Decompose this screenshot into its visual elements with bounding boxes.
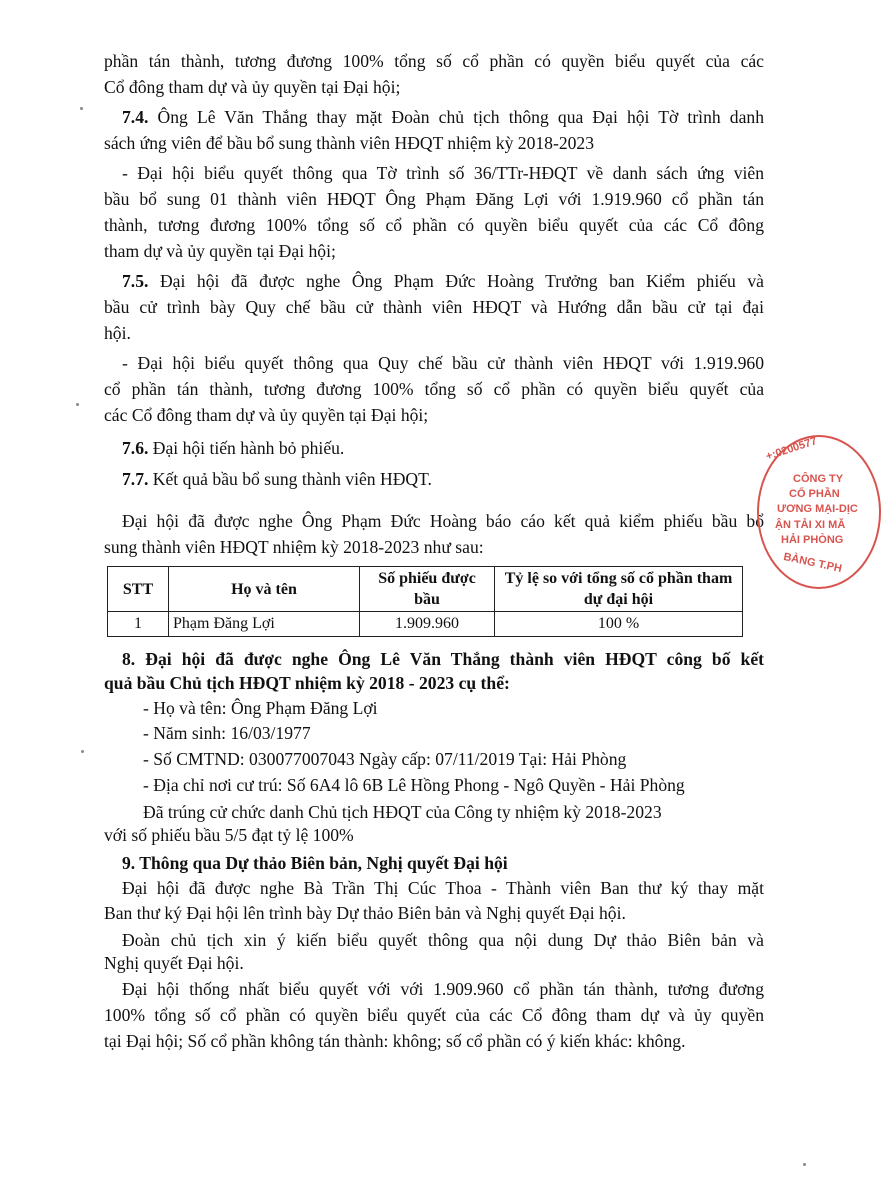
section-number: 7.5. (122, 271, 149, 291)
section-7-5 (122, 268, 764, 294)
paragraph-line: Đại hội đã được nghe Bà Trần Thị Cúc Thoa - Thành viên Ban thư ký thay mặt (122, 878, 764, 898)
column-header-ratio: Tỷ lệ so với tổng số cổ phần tham dự đại hội (495, 567, 743, 612)
paragraph-line: Cổ đông tham dự và ủy quyền tại Đại hội; (104, 77, 401, 97)
detail-id: - Số CMTND: 030077007043 Ngày cấp: 07/11/2019 Tại: Hải Phòng (143, 749, 627, 769)
paragraph-line: Nghị quyết Đại hội. (104, 953, 244, 973)
paragraph-line: Đoàn chủ tịch xin ý kiến biểu quyết thông qua nội dung Dự thảo Biên bản và (122, 930, 764, 950)
paragraph-line: với số phiếu bầu 5/5 đạt tỷ lệ 100% (104, 825, 354, 845)
column-header-votes: Số phiếu được bầu (360, 567, 495, 612)
paragraph-line: sách ứng viên để bầu bổ sung thành viên HĐQT nhiệm kỳ 2018-2023 (104, 133, 595, 153)
section-8-heading-cont: quả bầu Chủ tịch HĐQT nhiệm kỳ 2018 - 2023 cụ thể: (104, 673, 510, 693)
cell-ratio: 100 % (495, 612, 743, 637)
seal-text: HẢI PHÒNG (781, 534, 844, 546)
election-results-table (107, 566, 743, 637)
paragraph-line: - Đại hội biểu quyết thông qua Tờ trình số 36/TTr-HĐQT về danh sách ứng viên (122, 163, 764, 183)
detail-birth: - Năm sinh: 16/03/1977 (143, 723, 311, 743)
section-text: Kết quả bầu bổ sung thành viên HĐQT. (148, 469, 432, 489)
section-number: 7.4. (122, 107, 149, 127)
paragraph-line: sung thành viên HĐQT nhiệm kỳ 2018-2023 như sau: (104, 537, 484, 557)
scan-speck (76, 403, 79, 406)
detail-name: - Họ và tên: Ông Phạm Đăng Lợi (143, 698, 378, 718)
section-number: 7.6. (122, 438, 149, 458)
section-number: 7.7. (122, 469, 149, 489)
table-row (108, 612, 743, 637)
seal-text: BÀNG T.PH (782, 550, 843, 576)
cell-stt: 1 (108, 612, 169, 637)
scan-speck (80, 107, 83, 110)
paragraph-line: tại Đại hội; Số cổ phần không tán thành: không; số cổ phần có ý kiến khác: không. (104, 1031, 686, 1051)
seal-text: ƯƠNG MẠI-DỊC (777, 503, 858, 515)
section-7-7 (122, 466, 764, 492)
paragraph-line: hội. (104, 323, 131, 343)
paragraph-line: phần tán thành, tương đương 100% tổng số cổ phần có quyền biểu quyết của các (104, 51, 764, 71)
paragraph-line: Đại hội thống nhất biểu quyết với với 1.909.960 cổ phần tán thành, tương đương (122, 979, 764, 999)
detail-address: - Địa chỉ nơi cư trú: Số 6A4 lô 6B Lê Hồng Phong - Ngô Quyền - Hải Phòng (143, 775, 685, 795)
section-8-heading: 8. Đại hội đã được nghe Ông Lê Văn Thắng thành viên HĐQT công bố kết (122, 649, 764, 669)
seal-text: ẬN TẢI XI MĂ (775, 519, 846, 531)
column-header-name: Họ và tên (169, 567, 360, 612)
cell-votes: 1.909.960 (360, 612, 495, 637)
section-text: Ông Lê Văn Thắng thay mặt Đoàn chủ tịch thông qua Đại hội Tờ trình danh (148, 107, 764, 127)
paragraph-line: thành, tương đương 100% tổng số cổ phần có quyền biểu quyết của các Cổ đông (104, 215, 764, 235)
paragraph-line: tham dự và ủy quyền tại Đại hội; (104, 241, 336, 261)
section-text: Đại hội đã được nghe Ông Phạm Đức Hoàng Trưởng ban Kiểm phiếu và (148, 271, 764, 291)
paragraph-line: - Đại hội biểu quyết thông qua Quy chế bầu cử thành viên HĐQT với 1.919.960 (122, 353, 764, 373)
scan-speck (81, 750, 84, 753)
paragraph-line: 100% tổng số cổ phần có quyền biểu quyết của các Cổ đông tham dự và ủy quyền (104, 1005, 764, 1025)
seal-text: CỔ PHẦN (789, 488, 840, 500)
paragraph-line: cổ phần tán thành, tương đương 100% tổng số cổ phần có quyền biểu quyết của (104, 379, 764, 399)
paragraph-line: các Cổ đông tham dự và ủy quyền tại Đại hội; (104, 405, 429, 425)
cell-name: Phạm Đăng Lợi (169, 612, 360, 637)
paragraph-line: bầu cử trình bày Quy chế bầu cử thành viên HĐQT và Hướng dẫn bầu cử tại đại (104, 297, 764, 317)
table-header-row (108, 567, 743, 612)
company-seal-stamp (757, 435, 881, 589)
column-header-stt: STT (108, 567, 169, 612)
scan-speck (803, 1163, 806, 1166)
section-text: Đại hội tiến hành bỏ phiếu. (148, 438, 345, 458)
paragraph-line: Đã trúng cử chức danh Chủ tịch HĐQT của Công ty nhiệm kỳ 2018-2023 (143, 802, 662, 822)
seal-code: +:0200577 (764, 435, 819, 463)
paragraph-line: Đại hội đã được nghe Ông Phạm Đức Hoàng báo cáo kết quả kiểm phiếu bầu bổ (122, 511, 764, 531)
seal-text: CÔNG TY (793, 473, 844, 485)
section-9-heading: 9. Thông qua Dự thảo Biên bản, Nghị quyết Đại hội (122, 853, 508, 873)
section-7-4 (122, 104, 764, 130)
section-7-6 (122, 435, 764, 461)
paragraph-line: Ban thư ký Đại hội lên trình bày Dự thảo Biên bản và Nghị quyết Đại hội. (104, 903, 626, 923)
paragraph-line: bầu bổ sung 01 thành viên HĐQT Ông Phạm Đăng Lợi với 1.919.960 cổ phần tán (104, 189, 764, 209)
